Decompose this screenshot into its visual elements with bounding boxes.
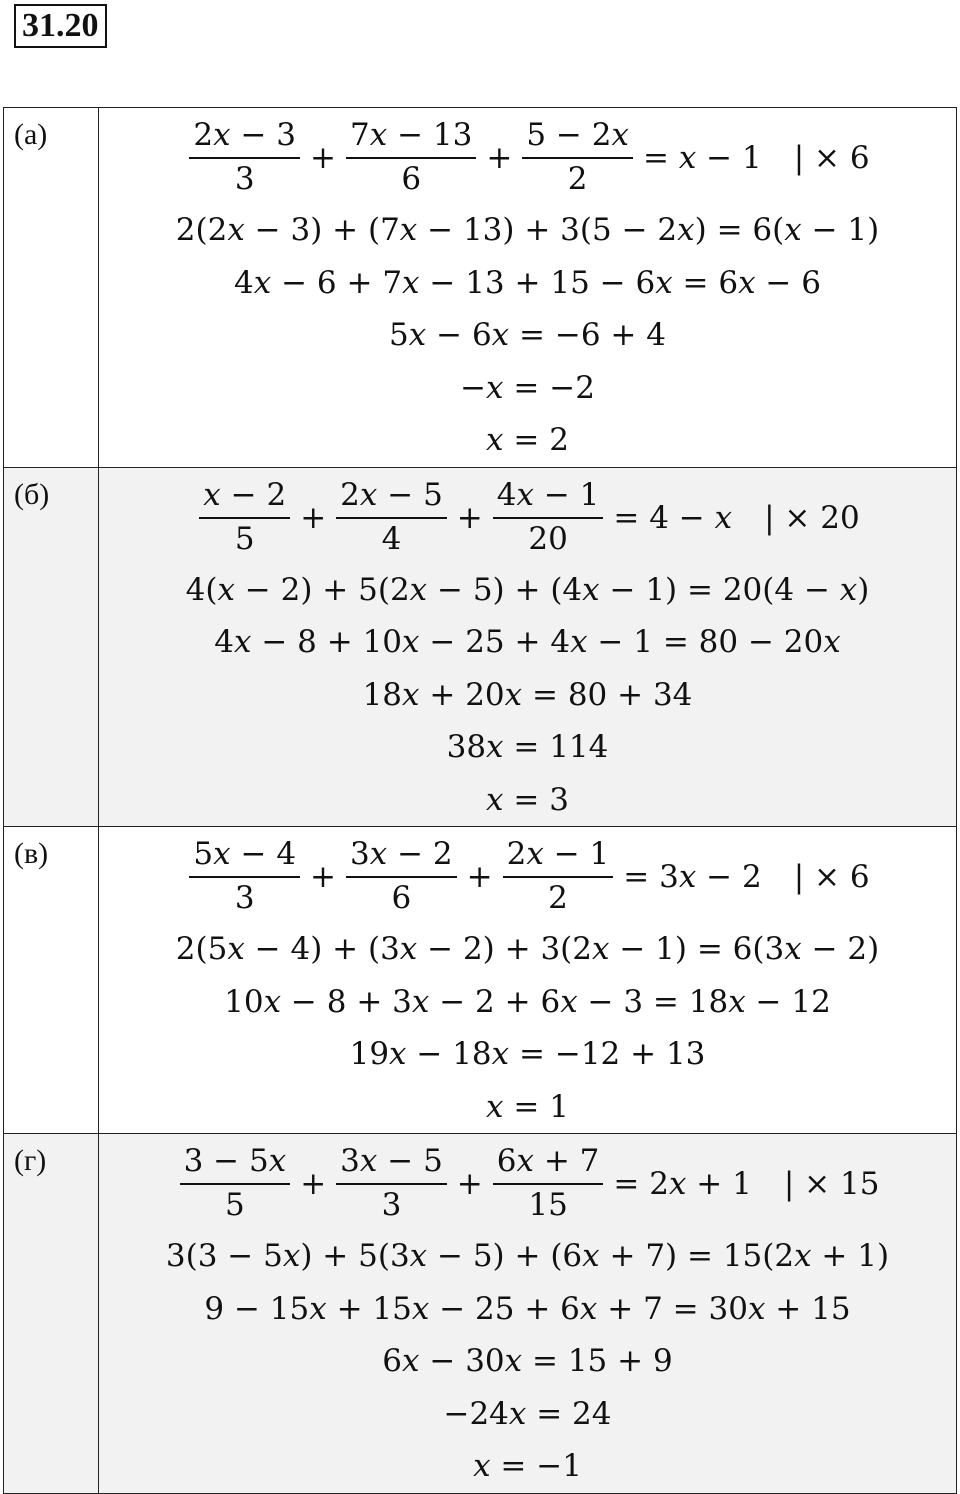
fraction bbox=[522, 115, 633, 201]
numerator: 3x − 2 bbox=[346, 834, 457, 878]
numerator: 6x + 7 bbox=[493, 1141, 604, 1185]
part-solution bbox=[99, 827, 957, 1134]
part-label: (г) bbox=[4, 1134, 99, 1494]
equation bbox=[195, 472, 859, 564]
numerator: 4x − 1 bbox=[493, 475, 604, 519]
multiplier: | × 15 bbox=[783, 1166, 880, 1202]
step-line: 9 − 15x + 15x − 25 + 6x + 7 = 30x + 15 bbox=[204, 1290, 851, 1327]
right-hand-side: = 3x − 2 bbox=[623, 859, 762, 895]
step-line: x = 1 bbox=[486, 1088, 569, 1125]
part-solution bbox=[99, 1134, 957, 1494]
fraction bbox=[346, 834, 457, 920]
part-label: (б) bbox=[4, 467, 99, 827]
part-row bbox=[4, 467, 957, 827]
step-line: x = −1 bbox=[473, 1448, 582, 1484]
step-line: 4x − 8 + 10x − 25 + 4x − 1 = 80 − 20x bbox=[214, 624, 841, 660]
step-line: 5x − 6x = −6 + 4 bbox=[389, 317, 666, 353]
numerator: 2x − 1 bbox=[503, 834, 614, 878]
denominator: 2 bbox=[567, 161, 588, 197]
numerator: 3x − 5 bbox=[336, 1141, 447, 1185]
step-line: 38x = 114 bbox=[446, 729, 609, 765]
fraction bbox=[180, 1141, 291, 1227]
fraction bbox=[189, 834, 300, 920]
step-line: x = 2 bbox=[486, 422, 569, 458]
numerator: 3 − 5x bbox=[180, 1141, 291, 1185]
part-solution bbox=[99, 467, 957, 827]
part-row bbox=[4, 1134, 957, 1494]
part-row bbox=[4, 827, 957, 1134]
step-line: 2(5x − 4) + (3x − 2) + 3(2x − 1) = 6(3x − 2) bbox=[175, 931, 880, 967]
part-solution bbox=[99, 108, 957, 468]
denominator: 2 bbox=[548, 880, 568, 916]
fraction bbox=[199, 475, 290, 561]
problem-number: 31.20 bbox=[14, 4, 107, 48]
numerator: 2x − 3 bbox=[189, 115, 300, 159]
denominator: 4 bbox=[381, 520, 402, 557]
step-line: 19x − 18x = −12 + 13 bbox=[349, 1036, 706, 1072]
operator: + bbox=[300, 1166, 327, 1202]
operator: + bbox=[310, 859, 337, 895]
step-line: 4(x − 2) + 5(2x − 5) + (4x − 1) = 20(4 − x) bbox=[185, 571, 870, 608]
multiplier: | × 20 bbox=[764, 499, 860, 536]
numerator: 7x − 13 bbox=[346, 115, 476, 159]
step-line: 10x − 8 + 3x − 2 + 6x − 3 = 18x − 12 bbox=[224, 983, 831, 1020]
equation bbox=[185, 112, 869, 204]
fraction bbox=[336, 1141, 447, 1227]
right-hand-side: = x − 1 bbox=[642, 140, 762, 176]
step-line: x = 3 bbox=[486, 781, 569, 818]
denominator: 5 bbox=[234, 520, 255, 557]
right-hand-side: = 4 − x bbox=[613, 499, 733, 536]
part-label: (а) bbox=[4, 108, 99, 468]
solutions-table bbox=[3, 107, 957, 1494]
step-line: 18x + 20x = 80 + 34 bbox=[362, 676, 693, 713]
part-label: (в) bbox=[4, 827, 99, 1134]
operator: + bbox=[486, 140, 513, 176]
denominator: 6 bbox=[391, 880, 412, 916]
numerator: 2x − 5 bbox=[336, 475, 447, 519]
fraction bbox=[346, 115, 476, 201]
step-line: −24x = 24 bbox=[443, 1395, 612, 1432]
step-line: 3(3 − 5x) + 5(3x − 5) + (6x + 7) = 15(2x + 1) bbox=[165, 1238, 890, 1274]
operator: + bbox=[310, 140, 337, 176]
equation bbox=[176, 1138, 880, 1230]
multiplier: | × 6 bbox=[793, 140, 870, 176]
fraction bbox=[493, 1141, 604, 1227]
step-line: −x = −2 bbox=[460, 369, 595, 406]
multiplier: | × 6 bbox=[793, 859, 870, 895]
denominator: 15 bbox=[528, 1187, 568, 1223]
denominator: 3 bbox=[234, 880, 255, 916]
denominator: 3 bbox=[381, 1187, 402, 1223]
denominator: 20 bbox=[528, 520, 568, 557]
denominator: 5 bbox=[225, 1187, 245, 1223]
numerator: 5 − 2x bbox=[522, 115, 633, 159]
step-line: 2(2x − 3) + (7x − 13) + 3(5 − 2x) = 6(x − 1) bbox=[175, 212, 880, 248]
numerator: 5x − 4 bbox=[189, 834, 300, 878]
part-row bbox=[4, 108, 957, 468]
step-line: 6x − 30x = 15 + 9 bbox=[382, 1343, 673, 1379]
equation bbox=[185, 831, 869, 923]
right-hand-side: = 2x + 1 bbox=[613, 1166, 752, 1202]
fraction bbox=[503, 834, 614, 920]
denominator: 3 bbox=[234, 161, 255, 197]
operator: + bbox=[456, 1166, 483, 1202]
operator: + bbox=[466, 859, 493, 895]
fraction bbox=[336, 475, 447, 561]
step-line: 4x − 6 + 7x − 13 + 15 − 6x = 6x − 6 bbox=[234, 264, 821, 301]
fraction bbox=[189, 115, 300, 201]
operator: + bbox=[456, 499, 483, 536]
fraction bbox=[493, 475, 604, 561]
operator: + bbox=[300, 499, 327, 536]
numerator: x − 2 bbox=[199, 475, 290, 519]
denominator: 6 bbox=[401, 161, 422, 197]
